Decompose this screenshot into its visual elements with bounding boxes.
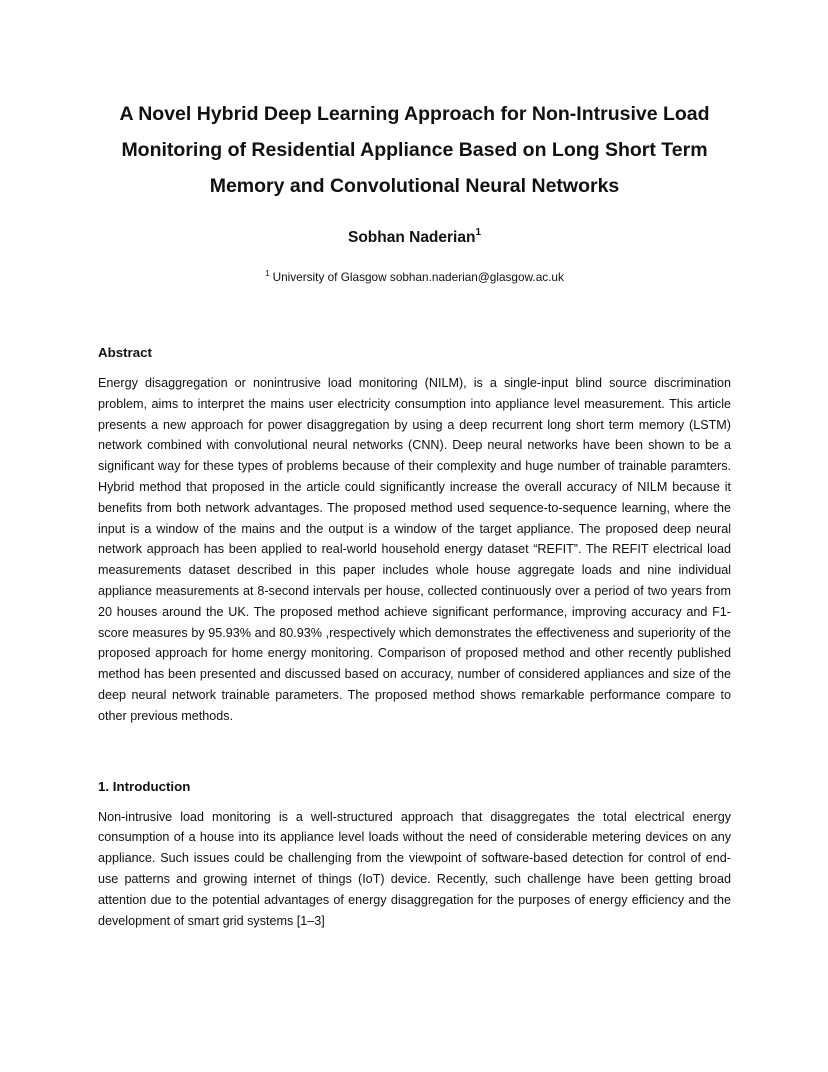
author: [98, 224, 731, 248]
author-superscript: 1: [475, 227, 482, 238]
affiliation: [98, 266, 731, 285]
introduction-heading: 1. Introduction: [98, 778, 191, 794]
author-name: Sobhan Naderian: [347, 229, 476, 247]
introduction-text: Non-intrusive load monitoring is a well-structured approach that disaggregates the total electrical energy consumption of a house into its appliance level loads without the need of considerable metering devices on any appliance. Such issues could be challenging from the viewpoint of software-based detection for control of end-use patterns and growing internet of things (IoT) device. Recently, such challenge have been getting broad attention due to the potential advantages of energy disaggregation for the purposes of energy efficiency and the development of smart grid systems [1–3]: [98, 809, 731, 928]
affiliation-superscript: 1: [265, 269, 270, 279]
affiliation-text: University of Glasgow sobhan.naderian@glasgow.ac.uk: [272, 270, 564, 285]
abstract-heading: Abstract: [98, 345, 152, 361]
paper-title: A Novel Hybrid Deep Learning Approach for Non-Intrusive Load Monitoring of Residential Appliance Based on Long Short Term Memory and Convolutional Neural Networks: [119, 103, 710, 197]
abstract-text: Energy disaggregation or nonintrusive load monitoring (NILM), is a single-input blind source discrimination problem, aims to interpret the mains user electricity consumption into appliance level measurement. This article presents a new approach for power disaggregation by using a deep recurrent long short term memory (LSTM) network combined with convolutional neural networks (CNN). Deep neural networks have been shown to be a significant way for these types of problems because of their complexity and huge number of trainable paramters. Hybrid method that proposed in the article could significantly increase the overall accuracy of NILM because it benefits from both network advantages. The proposed method used sequence-to-sequence learning, where the input is a window of the mains and the output is a window of the target appliance. The proposed deep neural network approach has been applied to real-world household energy dataset “REFIT”. The REFIT electrical load measurements dataset described in this paper includes whole house aggregate loads and nine individual appliance measurements at 8-second intervals per house, collected continuously over a period of two years from 20 houses around the UK. The proposed method achieve significant performance, improving accuracy and F1-score measures by 95.93% and 80.93% ,respectively which demonstrates the effectiveness and superiority of the proposed approach for home energy monitoring. Comparison of proposed method and other recently published method has been presented and discussed based on accuracy, number of considered appliances and size of the deep neural network trainable parameters. The proposed method shows remarkable performance compare to other previous methods.: [98, 376, 731, 723]
